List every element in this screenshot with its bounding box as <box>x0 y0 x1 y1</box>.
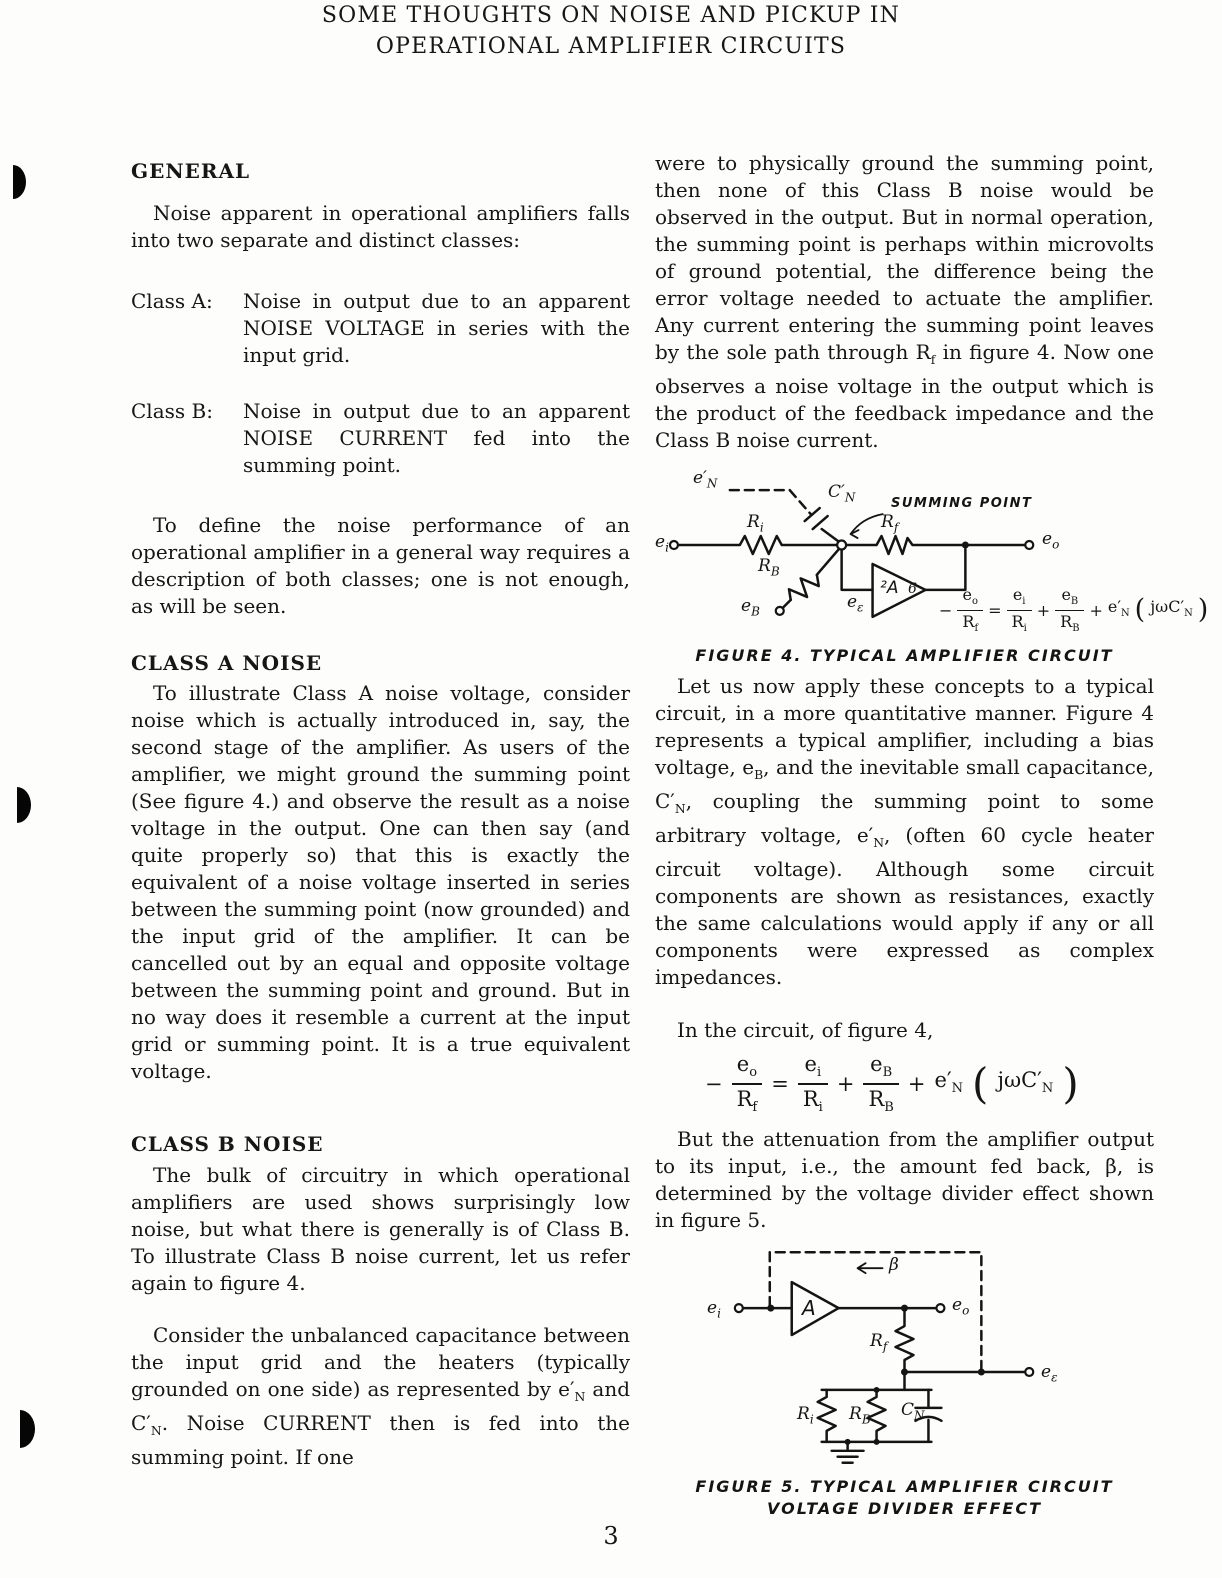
heading-class-a-noise: CLASS A NOISE <box>131 651 323 675</box>
paragraph-in-circuit: In the circuit, of figure 4, <box>677 1018 934 1042</box>
beta-arrow <box>858 1263 883 1273</box>
figure-5-schematic <box>655 1242 1154 1472</box>
heading-class-b-noise: CLASS B NOISE <box>131 1132 324 1156</box>
figure-5-caption-line-1: FIGURE 5. TYPICAL AMPLIFIER CIRCUIT <box>695 1477 1114 1497</box>
class-a-text: Noise in output due to an apparent NOISE VOLTAGE in series with the input grid. <box>243 289 630 367</box>
wire-input <box>678 536 837 554</box>
wire-bias-upper <box>817 547 841 575</box>
column-right <box>655 150 1209 1520</box>
terminal-ei <box>670 541 678 549</box>
fig4-label-ri: $R_i$ <box>747 512 764 535</box>
junction-rail-rb-bottom <box>874 1439 880 1445</box>
paragraph-intro: Noise apparent in operational amplifiers falls into two separate and distinct classes: <box>131 201 630 252</box>
title-line-2: OPERATIONAL AMPLIFIER CIRCUITS <box>375 34 847 59</box>
class-a-label: Class A: <box>131 289 213 313</box>
heading-general: GENERAL <box>131 159 251 183</box>
junction-feedback <box>978 1369 985 1376</box>
fig4-label-eo: $e_o$ <box>1042 529 1060 552</box>
paragraph-ground: were to physically ground the summing point, then none of this Class B noise would be observed in the output. But in normal operation, the summing point is perhaps within microvolts of ground potential, the difference being the error voltage needed to actuate the amplifier. Any current entering the summing point leaves by the sole path through $R_f$ in figure 4. Now one observes a noise voltage in the output which is the product of the feedback impedance and the Class B noise current. <box>655 151 1155 452</box>
resistor-rf <box>896 1310 914 1371</box>
junction-output <box>962 542 969 549</box>
fig4-label-rf: $R_f$ <box>881 512 899 535</box>
fig4-label-cn-prime: $C'_N$ <box>828 482 856 505</box>
fig5-label-amp: A <box>802 1296 816 1321</box>
figure-4-equation: − $\frac{e_o}{R_f}$ = $\frac{e_i}{R_i}$ + $\frac{e_B}{R_B}$ + $e'_N$ ( $j\omega C'_N$ ) <box>939 585 1209 634</box>
figure-5 <box>655 1242 1154 1520</box>
fig5-label-ri: $R_i$ <box>797 1404 814 1427</box>
figure-5-caption-line-2: VOLTAGE DIVIDER EFFECT <box>767 1499 1042 1519</box>
capacitor-plate-2 <box>813 516 828 529</box>
wire-noise-dashed <box>730 490 811 514</box>
junction-rail-rb <box>874 1387 880 1393</box>
equation-main: − $\frac{e_o}{R_f}$ = $\frac{e_i}{R_i}$ + $\frac{e_B}{R_B}$ + $e'_N$ ( $j\omega C'_N$ ) <box>705 1052 1079 1116</box>
class-a-item <box>131 288 630 369</box>
fig5-label-ei: $e_i$ <box>707 1298 721 1321</box>
class-b-item <box>131 398 630 479</box>
fig4-label-summing-point: SUMMING POINT <box>891 496 1033 511</box>
figure-4-caption: FIGURE 4. TYPICAL AMPLIFIER CIRCUIT <box>695 646 1114 665</box>
resistor-ri <box>818 1390 836 1442</box>
fig4-label-amp-pin: 6 <box>908 581 917 597</box>
paragraph-class-a: To illustrate Class A noise voltage, consider noise which is actually introduced in, say, the second stage of the amplifier. As users of the amplifier, we might ground the summing point (See figure 4.) and observe the result as a noise voltage in the output. One can then say (and quite properly so) that this is exactly the equivalent of a noise voltage inserted in series between the summing point (now grounded) and the input grid of the amplifier. It can be cancelled out by an equal and opposite voltage between the summing point and ground. But in no way does it resemble a current at the input grid or summing point. It is a true equivalent voltage. <box>131 681 630 1083</box>
fig5-label-eo: $e_o$ <box>952 1295 970 1318</box>
summing-point-node <box>837 541 846 550</box>
wire-feedback <box>846 536 1026 554</box>
paragraph-class-b-2: Consider the unbalanced capacitance between the input grid and the heaters (typically grounded on one side) as represented by $e'_N$ and $C'_N$. Noise CURRENT then is fed into the summing point. If one <box>131 1323 630 1469</box>
figure-4 <box>655 468 1209 667</box>
page-number: 3 <box>603 1522 619 1550</box>
terminal-eb <box>776 607 784 615</box>
wire-bias-lower <box>783 600 791 608</box>
fig4-label-eb: $e_B$ <box>741 596 760 619</box>
document-title <box>0 0 1222 62</box>
junction-output <box>901 1305 908 1312</box>
wire-noise-tail <box>822 529 841 543</box>
junction-rf-bottom <box>901 1369 908 1376</box>
paragraph-apply: Let us now apply these concepts to a typical circuit, in a more quantitative manner. Figure 4 represents a typical amplifier, including a bias voltage, $e_B$, and the inevitable small capacitance, $C'_N$, coupling the summing point to some arbitrary voltage, $e'_N$, (often 60 cycle heater circuit voltage). Although some circuit components are shown as resistances, exactly the same calculations would apply if any or all components were expressed as complex impedances. <box>655 674 1154 989</box>
registration-mark-2 <box>17 787 31 823</box>
terminal-eo <box>1025 541 1033 549</box>
class-b-text: Noise in output due to an apparent NOISE CURRENT fed into the summing point. <box>243 399 630 477</box>
fig4-label-en-prime: $e'_N$ <box>693 468 718 491</box>
terminal-eo <box>936 1304 944 1312</box>
wire-amp-output <box>925 549 965 590</box>
fig4-label-amp: ²A <box>880 578 899 598</box>
fig4-label-ei: $e_i$ <box>655 532 669 555</box>
fig5-label-rf: $R_f$ <box>870 1331 888 1354</box>
fig4-label-rb: $R_B$ <box>758 556 780 579</box>
terminal-ei <box>735 1304 743 1312</box>
fig4-label-e-epsilon: $e_\varepsilon$ <box>847 592 864 615</box>
junction-ground <box>845 1439 851 1445</box>
junction-input <box>767 1305 774 1312</box>
fig5-label-rb: $R_B$ <box>849 1404 871 1427</box>
fig5-label-beta: β <box>889 1255 899 1276</box>
paragraph-beta: But the attenuation from the amplifier output to its input, i.e., the amount fed back, β, is determined by the voltage divider effect shown in figure 5. <box>655 1127 1154 1233</box>
paragraph-class-b-1: The bulk of circuitry in which operational amplifiers are used shows surprisingly low noise, but what there is generally is of Class B. To illustrate Class B noise current, let us refer again to figure 4. <box>131 1163 630 1295</box>
wire-summing-to-amp <box>842 549 873 590</box>
terminal-e-epsilon <box>1025 1368 1033 1376</box>
fig5-label-cn: $C_N$ <box>901 1400 925 1423</box>
class-b-label: Class B: <box>131 399 213 423</box>
fig5-label-e-epsilon: $e_\varepsilon$ <box>1041 1362 1058 1385</box>
registration-mark-1 <box>13 165 26 199</box>
paragraph-define: To define the noise performance of an operational amplifier in a general way requires a description of both classes; one is not enough, as will be seen. <box>131 513 630 618</box>
column-left <box>131 150 630 1471</box>
registration-mark-3 <box>20 1410 35 1448</box>
capacitor-plate-1 <box>805 508 820 521</box>
title-line-1: SOME THOUGHTS ON NOISE AND PICKUP IN <box>321 3 901 28</box>
